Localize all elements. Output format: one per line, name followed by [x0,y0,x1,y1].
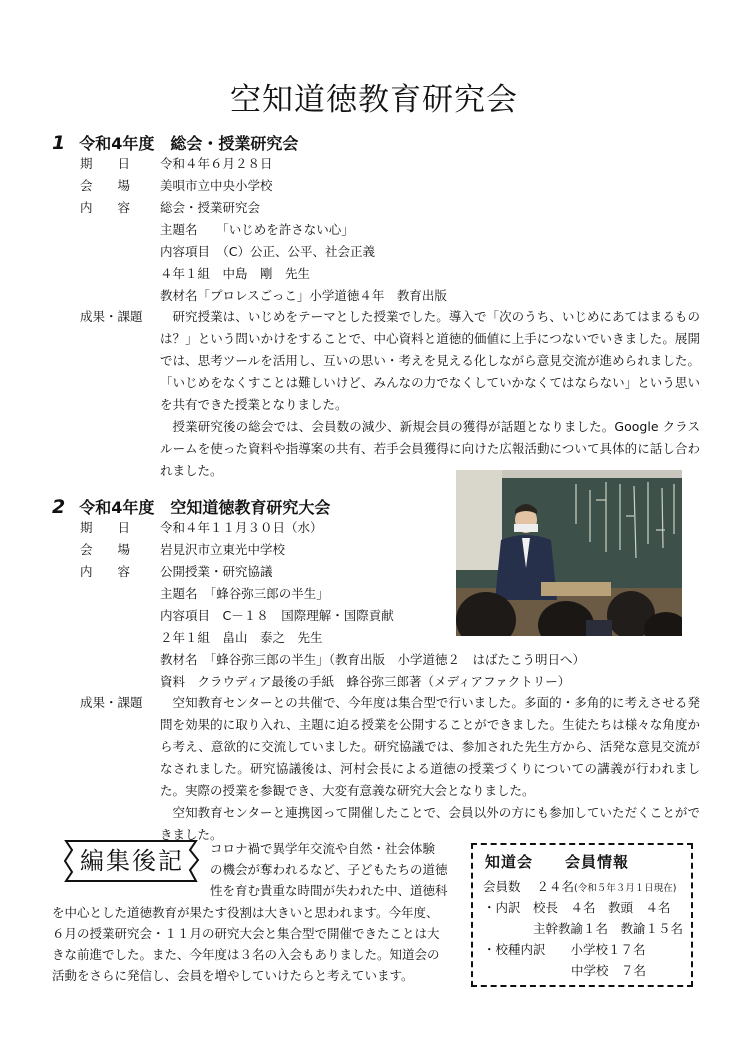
section1-teacher: ４年１組 中島 剛 先生 [160,266,311,281]
member-school-1: ・校種内訳 小学校１７名 [483,942,646,957]
section1-content-label: 内 容 [80,200,131,215]
section1-result [160,306,700,482]
section1-item: 内容項目 （C）公正、公平、社会正義 [160,244,375,259]
section1-result-label: 成果・課題 [80,309,143,324]
member-count-note: (令和５年３月１日現在) [574,883,677,894]
section2-date-label: 期 日 [80,520,131,535]
section2-result [160,692,700,846]
postscript-line: コロナ禍で異学年交流や自然・社会体験 [210,841,436,856]
postscript-line: きな前進でした。また、今年度は３名の入会もありました。知道会の [52,947,440,962]
section2-material: 教材名 「蜂谷弥三郎の半生」（教育出版 小学道徳２ はばたこう明日へ） [160,652,586,667]
section2-number: 2 [52,496,66,518]
section1-theme: 主題名 「いじめを許さない心」 [160,222,354,237]
section2-item: 内容項目 C－１８ 国際理解・国際貢献 [160,608,394,623]
section2-content-label: 内 容 [80,564,131,579]
section1-result-p2: 授業研究後の総会では、会員数の減少、新規会員の獲得が話題となりました。Google クラスルームを使った資料や指導案の共有、若手会員獲得に向けた広報活動について具体的に話し合われました。 [160,419,700,478]
section2-venue: 岩見沢市立東光中学校 [160,542,286,557]
section1-venue-label: 会 場 [80,178,131,193]
section2-resource: 資料 クラウディア最後の手紙 蜂谷弥三郎著（メディアファクトリー） [160,674,571,689]
section1-date-label: 期 日 [80,156,131,171]
postscript-heading: 編集後記 [80,847,184,875]
section1-result-p1: 研究授業は、いじめをテーマとした授業でした。導入で「次のうち、いじめにあてはまるものは？」という問いかけをすることで、中心資料と道徳的価値に上手につないでいきました。展開では、思考ツールを活用し、互いの思い・考えを見える化しながら意見交流が進められました。「いじめをなくすことは難しいけど、みんなの力でなくしていかなくてはならない」という思いを共有できた授業となりました。 [160,309,700,412]
classroom-photo-image [456,470,682,636]
section1-venue: 美唄市立中央小学校 [160,178,273,193]
section1-number: 1 [52,132,66,154]
classroom-photo [456,470,682,636]
section2-content: 公開授業・研究協議 [160,564,273,579]
postscript-line: 性を育む貴重な時間が失われた中、道徳科 [210,883,448,898]
postscript-line: の機会が奪われるなど、子どもたちの道徳 [210,862,448,877]
member-info-title: 知道会 会員情報 [485,853,630,871]
member-count: ２４名 [536,879,575,894]
section2-result-p2: 空知教育センターと連携図って開催したことで、会員以外の方にも参加していただくことができました。 [160,805,700,842]
section2-result-label: 成果・課題 [80,695,143,710]
section2-title: 令和4年度 空知道徳教育研究大会 [79,498,331,517]
section2-teacher: ２年１組 畠山 泰之 先生 [160,630,323,645]
section1-content: 総会・授業研究会 [160,200,261,215]
section1-date: 令和４年６月２８日 [160,156,273,171]
section1-title: 令和4年度 総会・授業研究会 [79,134,299,153]
member-count-row [483,876,676,899]
page-title: 空知道徳教育研究会 [230,82,518,118]
postscript-line: ６月の授業研究会・１１月の研究大会と集合型で開催できたことは大 [52,926,440,941]
member-school-2: 中学校 ７名 [571,963,647,978]
section1-material: 教材名「プロレスごっこ」小学道徳４年 教育出版 [160,288,447,303]
member-breakdown-1: ・内訳 校長 ４名 教頭 ４名 [483,900,671,915]
section2-result-p1: 空知教育センターとの共催で、今年度は集合型で行いました。多面的・多角的に考えさせる発問を効果的に取り入れ、主題に迫る授業を公開することができました。生徒たちは様々な角度から考え、意欲的に交流していました。研究協議では、参加された先生方から、活発な意見交流がなされました。研究協議後は、河村会長による道徳の授業づくりについての講義が行われました。実際の授業を参観でき、大変有意義な研究大会となりました。 [160,695,700,798]
member-breakdown-2: 主幹教諭１名 教諭１５名 [533,921,684,936]
section2-theme: 主題名 「蜂谷弥三郎の半生」 [160,586,329,601]
section2-date: 令和４年１１月３０日（水） [160,520,323,535]
postscript-line: を中心とした道徳教育が果たす役割は大きいと思われます。今年度、 [52,905,439,920]
section1-heading [52,132,298,155]
section2-venue-label: 会 場 [80,542,131,557]
member-count-label: 会員数 [483,879,521,894]
section2-heading [52,496,330,519]
postscript-line: 活動をさらに発信し、会員を増やしていけたらと考えています。 [52,968,414,983]
postscript-heading-box [62,838,202,884]
member-info-box [471,843,693,987]
